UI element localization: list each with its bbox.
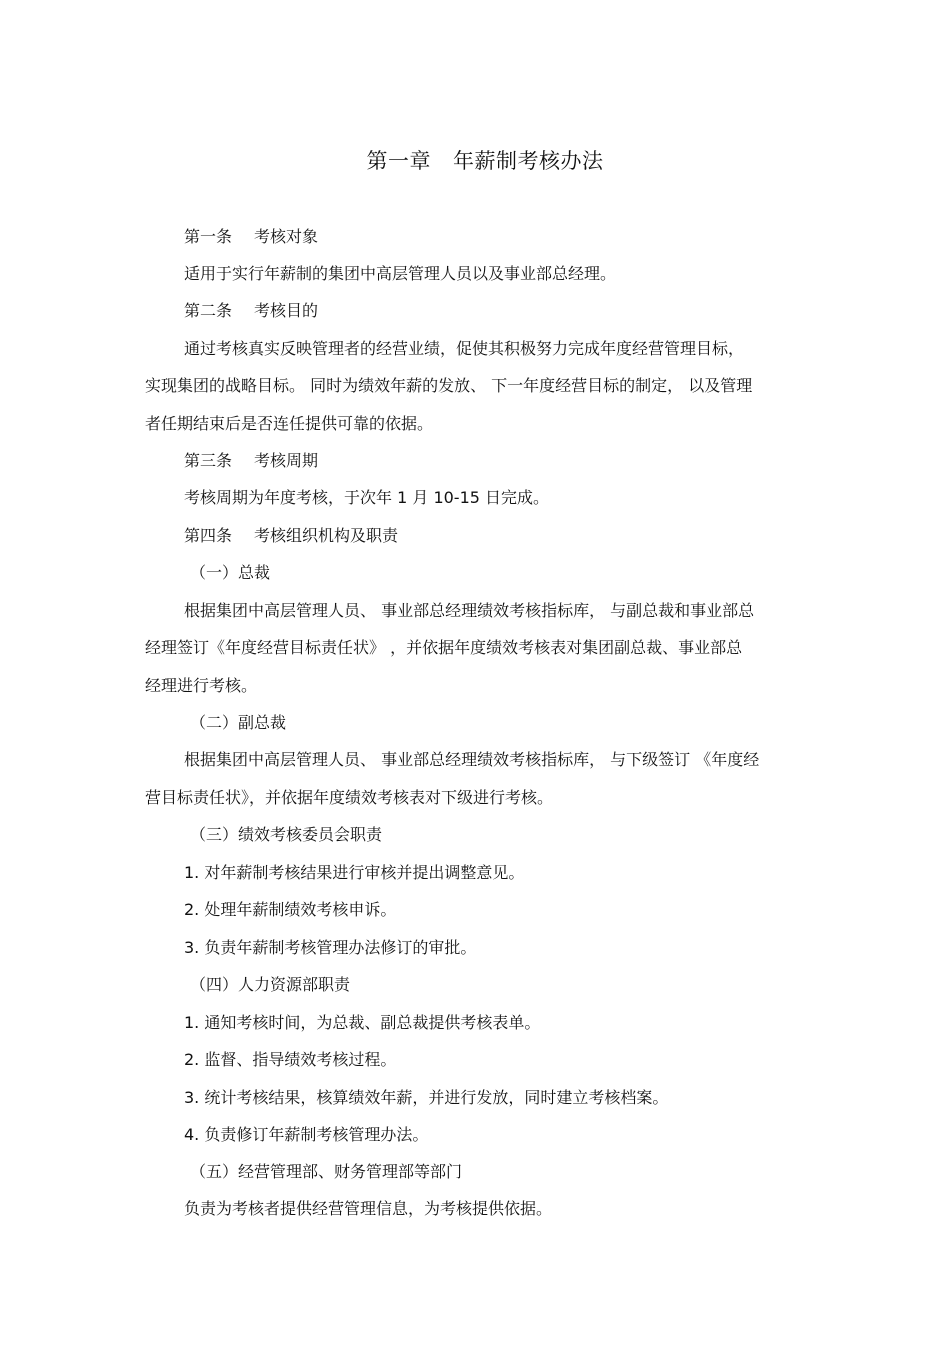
paragraph-line: 者任期结束后是否连任提供可靠的依据。: [145, 414, 434, 433]
paragraph-line: 负责为考核者提供经营管理信息，为考核提供依据。: [184, 1199, 553, 1218]
article-title: 考核目的: [254, 301, 319, 320]
section-heading: （四）人力资源部职责: [190, 975, 351, 994]
paragraph-line: 根据集团中高层管理人员、 事业部总经理绩效考核指标库， 与下级签订 《年度经: [184, 750, 760, 769]
list-item: 2. 处理年薪制绩效考核申诉。: [184, 900, 397, 919]
article-number: 第四条: [184, 526, 233, 545]
article-heading: [184, 300, 318, 322]
paragraph-line: 经理签订《年度经营目标责任状》 ，并依据年度绩效考核表对集团副总裁、事业部总: [145, 638, 743, 657]
paragraph-line: 根据集团中高层管理人员、 事业部总经理绩效考核指标库， 与副总裁和事业部总: [184, 601, 755, 620]
paragraph-line: 适用于实行年薪制的集团中高层管理人员以及事业部总经理。: [184, 264, 617, 283]
list-item: 4. 负责修订年薪制考核管理办法。: [184, 1125, 429, 1144]
chapter-number: 第一章: [366, 149, 431, 173]
section-heading: （五）经营管理部、财务管理部等部门: [190, 1162, 463, 1181]
paragraph-line: 经理进行考核。: [145, 676, 258, 695]
paragraph-line: 考核周期为年度考核，于次年 1 月 10-15 日完成。: [184, 488, 550, 507]
section-heading: （一）总裁: [190, 563, 271, 582]
page-title: [0, 146, 950, 176]
section-heading: （二）副总裁: [190, 713, 287, 732]
article-number: 第二条: [184, 301, 233, 320]
article-number: 第三条: [184, 451, 233, 470]
paragraph-line: 通过考核真实反映管理者的经营业绩，促使其积极努力完成年度经营管理目标，: [184, 339, 745, 358]
list-item: 1. 对年薪制考核结果进行审核并提出调整意见。: [184, 863, 525, 882]
list-item: 3. 统计考核结果，核算绩效年薪，并进行发放，同时建立考核档案。: [184, 1088, 669, 1107]
paragraph-line: 营目标责任状》，并依据年度绩效考核表对下级进行考核。: [145, 788, 554, 807]
list-item: 1. 通知考核时间，为总裁、副总裁提供考核表单。: [184, 1013, 541, 1032]
article-title: 考核周期: [254, 451, 319, 470]
article-number: 第一条: [184, 227, 233, 246]
section-heading: （三）绩效考核委员会职责: [190, 825, 383, 844]
list-item: 3. 负责年薪制考核管理办法修订的审批。: [184, 938, 477, 957]
article-heading: [184, 226, 318, 248]
article-heading: [184, 525, 398, 547]
list-item: 2. 监督、指导绩效考核过程。: [184, 1050, 397, 1069]
article-title: 考核对象: [254, 227, 319, 246]
article-title: 考核组织机构及职责: [254, 526, 399, 545]
article-heading: [184, 450, 318, 472]
chapter-name: 年薪制考核办法: [453, 149, 604, 173]
paragraph-line: 实现集团的战略目标。 同时为绩效年薪的发放、 下一年度经营目标的制定， 以及管理: [145, 376, 753, 395]
